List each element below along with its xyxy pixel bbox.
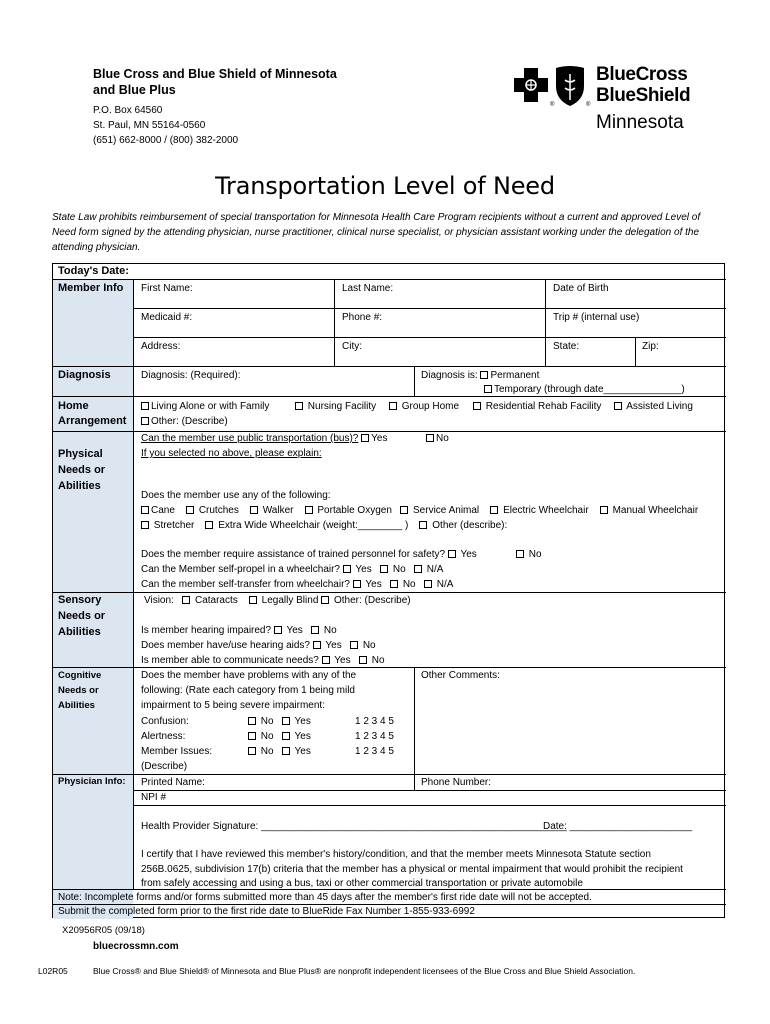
transfer-no-checkbox[interactable] [390, 580, 398, 588]
transfer-na-label: N/A [436, 579, 454, 590]
phone-line: (651) 662-8000 / (800) 382-2000 [93, 135, 239, 146]
logo-line1: BlueCross [596, 64, 688, 85]
dob-field[interactable]: Date of Birth [553, 283, 609, 294]
propel-yes-label: Yes [355, 564, 372, 575]
use-question: Does the member use any of the following: [141, 490, 331, 501]
hearing-no-checkbox[interactable] [311, 626, 319, 634]
equipment-row-1 [141, 504, 698, 517]
alertness-yes-checkbox[interactable] [282, 732, 290, 740]
issues-yes-label: Yes [294, 746, 311, 757]
first-name-field[interactable]: First Name: [141, 283, 193, 294]
phone-field[interactable]: Phone #: [342, 312, 383, 323]
po-box: P.O. Box 64560 [93, 105, 163, 116]
bus-no-label: No [436, 433, 449, 444]
cross-shield-icon [512, 64, 592, 110]
signature-date-field[interactable]: Date: ______________________ [543, 821, 693, 832]
alertness-label: Alertness: [141, 731, 186, 742]
permanent-label: Permanent [490, 370, 540, 381]
cataracts-label: Cataracts [194, 595, 238, 606]
org-name-line2: and Blue Plus [93, 83, 176, 97]
address-field[interactable]: Address: [141, 341, 181, 352]
group-home-option [389, 400, 459, 413]
divider [133, 790, 726, 791]
nursing-option [295, 400, 376, 413]
home-options-row [141, 400, 269, 413]
confusion-options [248, 715, 311, 728]
bus-question-row [141, 432, 387, 445]
section-home-2: Arrangement [58, 415, 127, 427]
divider [133, 805, 726, 806]
certification-line1: I certify that I have reviewed this member's history/condition, and that the member meets Minnesota Statute section [141, 849, 651, 860]
cognitive-instructions-3: impairment to 5 being severe impairment: [141, 700, 325, 711]
transfer-na-checkbox[interactable] [424, 580, 432, 588]
city-line: St. Paul, MN 55164-0560 [93, 120, 206, 131]
medicaid-field[interactable]: Medicaid #: [141, 312, 193, 323]
transfer-question-row [141, 578, 453, 591]
describe-label: (Describe) [141, 761, 188, 772]
left-code: L02R05 [38, 966, 68, 976]
bcbs-logo [512, 62, 712, 142]
section-physical-2: Needs or [58, 464, 106, 476]
nursing-checkbox[interactable] [295, 402, 303, 410]
section-physical-1: Physical [58, 448, 103, 460]
section-cognitive-3: Abilities [58, 700, 95, 711]
column-divider [635, 337, 636, 366]
city-field[interactable]: City: [342, 341, 362, 352]
bus-no-option [426, 432, 449, 445]
vision-other-checkbox[interactable] [321, 596, 329, 604]
form-code: X20956R05 (09/18) [62, 925, 145, 936]
stretcher-checkbox[interactable] [141, 521, 149, 529]
vision-other-label: Other: (Describe) [333, 595, 411, 606]
confusion-no-label: No [260, 716, 274, 727]
transfer-yes-checkbox[interactable] [353, 580, 361, 588]
column-divider [133, 280, 134, 889]
communicate-row [141, 654, 385, 667]
equipment-row-2 [141, 519, 507, 532]
communicate-no-checkbox[interactable] [359, 656, 367, 664]
confusion-yes-checkbox[interactable] [282, 717, 290, 725]
home-other-checkbox[interactable] [141, 417, 149, 425]
walker-checkbox[interactable] [250, 506, 258, 514]
section-physician: Physician Info: [58, 776, 126, 787]
propel-question-row [141, 563, 443, 576]
oxygen-checkbox[interactable] [305, 506, 313, 514]
section-physical-3: Abilities [58, 480, 101, 492]
trip-field[interactable]: Trip # (internal use) [553, 312, 640, 323]
transfer-question: Can the member self-transfer from wheelchair? [141, 579, 350, 590]
hearing-aids-question: Does member have/use hearing aids? [141, 640, 310, 651]
state-field[interactable]: State: [553, 341, 580, 352]
level-of-need-form [52, 263, 725, 918]
signature-field[interactable]: Health Provider Signature: _______________________________________________________ [141, 821, 567, 832]
todays-date-label: Today's Date: [58, 265, 129, 277]
logo-wordmark [596, 64, 690, 106]
aids-yes-label: Yes [325, 640, 342, 651]
issues-no-checkbox[interactable] [248, 747, 256, 755]
group-home-label: Group Home [401, 401, 460, 412]
oxygen-label: Portable Oxygen [317, 505, 392, 516]
living-alone-label: Living Alone or with Family [151, 401, 270, 412]
group-home-checkbox[interactable] [389, 402, 397, 410]
svg-text:®: ® [550, 102, 555, 108]
note-text: Note: Incomplete forms and/or forms submitted more than 45 days after the member's first ride date will not be accepted. [58, 892, 592, 903]
hearing-yes-checkbox[interactable] [274, 626, 282, 634]
logo-line2: BlueShield [596, 85, 691, 106]
section-sensory-1: Sensory [58, 594, 102, 606]
temporary-option [484, 383, 685, 396]
column-divider [414, 366, 415, 396]
equipment-other-checkbox[interactable] [419, 521, 427, 529]
section-home-1: Home [58, 400, 89, 412]
transfer-no-label: No [402, 579, 416, 590]
website: bluecrossmn.com [93, 941, 179, 952]
npi-field[interactable]: NPI # [141, 792, 167, 803]
extra-wide-label: Extra Wide Wheelchair (weight:________ ) [218, 520, 409, 531]
aids-yes-checkbox[interactable] [313, 641, 321, 649]
column-divider [414, 667, 415, 790]
assist-no-checkbox[interactable] [516, 550, 524, 558]
hearing-no-label: No [323, 625, 337, 636]
confusion-no-checkbox[interactable] [248, 717, 256, 725]
divider [53, 667, 726, 668]
divider [53, 592, 726, 593]
crutches-checkbox[interactable] [186, 506, 194, 514]
hearing-yes-label: Yes [286, 625, 303, 636]
assisted-checkbox[interactable] [614, 402, 622, 410]
assist-question: Does the member require assistance of trained personnel for safety? [141, 549, 446, 560]
equipment-other-label: Other (describe): [432, 520, 508, 531]
home-other-label: Other: (Describe) [151, 416, 228, 427]
intro-text: State Law prohibits reimbursement of special transportation for Minnesota Health Care Program recipients without a current and approved Level of Need form signed by the attending physician, nurse practitioner, clinical nurse specialist, or physician assistant working under the delegation of the attending physician. [52, 212, 701, 253]
propel-no-checkbox[interactable] [380, 565, 388, 573]
alertness-yes-label: Yes [294, 731, 311, 742]
cane-label: Cane [151, 505, 175, 516]
confusion-label: Confusion: [141, 716, 189, 727]
electric-wheelchair-label: Electric Wheelchair [503, 505, 589, 516]
rehab-option [473, 400, 601, 413]
manual-wheelchair-label: Manual Wheelchair [612, 505, 699, 516]
divider [53, 396, 726, 397]
assist-no-option [516, 548, 542, 561]
propel-na-label: N/A [426, 564, 444, 575]
cane-checkbox[interactable] [141, 506, 149, 514]
service-animal-label: Service Animal [413, 505, 480, 516]
section-sensory-3: Abilities [58, 626, 101, 638]
hearing-row [141, 624, 337, 637]
communicate-yes-label: Yes [334, 655, 351, 666]
diagnosis-field[interactable]: Diagnosis: (Required): [141, 370, 241, 381]
section-cognitive-2: Needs or [58, 685, 99, 696]
zip-field[interactable]: Zip: [642, 341, 659, 352]
assist-yes-label: Yes [460, 549, 477, 560]
issues-yes-checkbox[interactable] [282, 747, 290, 755]
living-alone-checkbox[interactable] [141, 402, 149, 410]
column-divider [334, 280, 335, 366]
vision-label: Vision: [144, 595, 174, 606]
section-cognitive-1: Cognitive [58, 670, 102, 681]
temporary-checkbox[interactable] [484, 385, 492, 393]
assisted-label: Assisted Living [626, 401, 693, 412]
printed-name-field[interactable]: Printed Name: [141, 777, 205, 788]
vision-row [144, 594, 411, 607]
cataracts-checkbox[interactable] [182, 596, 190, 604]
diagnosis-is-label: Diagnosis is: [421, 370, 478, 381]
legally-blind-checkbox[interactable] [249, 596, 257, 604]
divider [53, 366, 726, 367]
divider [53, 774, 726, 775]
cognitive-instructions-1: Does the member have problems with any of the [141, 670, 357, 681]
alertness-scale[interactable]: 1 2 3 4 5 [355, 731, 394, 742]
certification-line3: from safely accessing and using a bus, taxi or other commercial transportation or private automobile [141, 878, 583, 889]
propel-yes-checkbox[interactable] [343, 565, 351, 573]
temporary-label: Temporary (through date______________) [494, 384, 685, 395]
aids-no-label: No [362, 640, 376, 651]
org-name-line1: Blue Cross and Blue Shield of Minnesota [93, 67, 337, 81]
issues-no-label: No [260, 746, 274, 757]
crutches-label: Crutches [198, 505, 239, 516]
certification-line2: 256B.0625, subdivision 17(b) criteria that the member has a physical or mental impairment that would prohibit the recipient [141, 864, 683, 875]
communicate-no-label: No [371, 655, 385, 666]
rehab-label: Residential Rehab Facility [485, 401, 602, 412]
bus-yes-checkbox[interactable] [361, 434, 369, 442]
propel-no-label: No [392, 564, 406, 575]
transfer-yes-label: Yes [365, 579, 382, 590]
disclaimer: Blue Cross® and Blue Shield® of Minnesota and Blue Plus® are nonprofit independent licensees of the Blue Cross and Blue Shield Association. [93, 966, 636, 976]
bus-no-checkbox[interactable] [426, 434, 434, 442]
rehab-checkbox[interactable] [473, 402, 481, 410]
phone-number-field[interactable]: Phone Number: [421, 777, 492, 788]
bus-yes-label: Yes [371, 433, 388, 444]
service-animal-checkbox[interactable] [400, 506, 408, 514]
home-other-option [141, 415, 228, 428]
propel-question: Can the Member self-propel in a wheelchair? [141, 564, 340, 575]
bus-question: Can the member use public transportation (bus)? [141, 433, 359, 444]
propel-na-checkbox[interactable] [414, 565, 422, 573]
stretcher-label: Stretcher [153, 520, 195, 531]
legally-blind-label: Legally Blind [261, 595, 319, 606]
submit-text: Submit the completed form prior to the first ride date to BlueRide Fax Number 1-855-933-6992 [58, 906, 475, 917]
assist-yes-checkbox[interactable] [448, 550, 456, 558]
other-comments-field[interactable]: Other Comments: [421, 670, 500, 681]
logo-state: Minnesota [596, 112, 684, 133]
manual-wheelchair-checkbox[interactable] [600, 506, 608, 514]
electric-wheelchair-checkbox[interactable] [490, 506, 498, 514]
diagnosis-type [421, 369, 539, 382]
permanent-checkbox[interactable] [480, 371, 488, 379]
last-name-field[interactable]: Last Name: [342, 283, 394, 294]
organization-header [93, 66, 337, 148]
divider [53, 279, 726, 280]
alertness-no-checkbox[interactable] [248, 732, 256, 740]
alertness-options [248, 730, 311, 743]
communicate-yes-checkbox[interactable] [322, 656, 330, 664]
svg-text:®: ® [586, 102, 591, 108]
section-diagnosis: Diagnosis [58, 369, 111, 381]
cognitive-instructions-2: following: (Rate each category from 1 being mild [141, 685, 355, 696]
form-title: Transportation Level of Need [215, 172, 555, 200]
member-issues-scale[interactable]: 1 2 3 4 5 [355, 746, 394, 757]
section-member-info: Member Info [58, 282, 124, 294]
hearing-aids-row [141, 639, 376, 652]
confusion-yes-label: Yes [294, 716, 311, 727]
extra-wide-checkbox[interactable] [205, 521, 213, 529]
alertness-no-label: No [260, 731, 274, 742]
hearing-question: Is member hearing impaired? [141, 625, 272, 636]
walker-label: Walker [262, 505, 294, 516]
member-issues-options [248, 745, 311, 758]
column-divider [545, 280, 546, 366]
assist-question-row [141, 548, 477, 561]
org-address [93, 103, 337, 148]
nursing-label: Nursing Facility [307, 401, 377, 412]
communicate-question: Is member able to communicate needs? [141, 655, 319, 666]
section-sensory-2: Needs or [58, 610, 106, 622]
divider [133, 337, 726, 338]
member-issues-label: Member Issues: [141, 746, 213, 757]
explain-prompt: If you selected no above, please explain: [141, 448, 322, 459]
confusion-scale[interactable]: 1 2 3 4 5 [355, 716, 394, 727]
assist-no-label: No [528, 549, 542, 560]
assisted-option [614, 400, 693, 413]
divider [133, 308, 726, 309]
aids-no-checkbox[interactable] [350, 641, 358, 649]
